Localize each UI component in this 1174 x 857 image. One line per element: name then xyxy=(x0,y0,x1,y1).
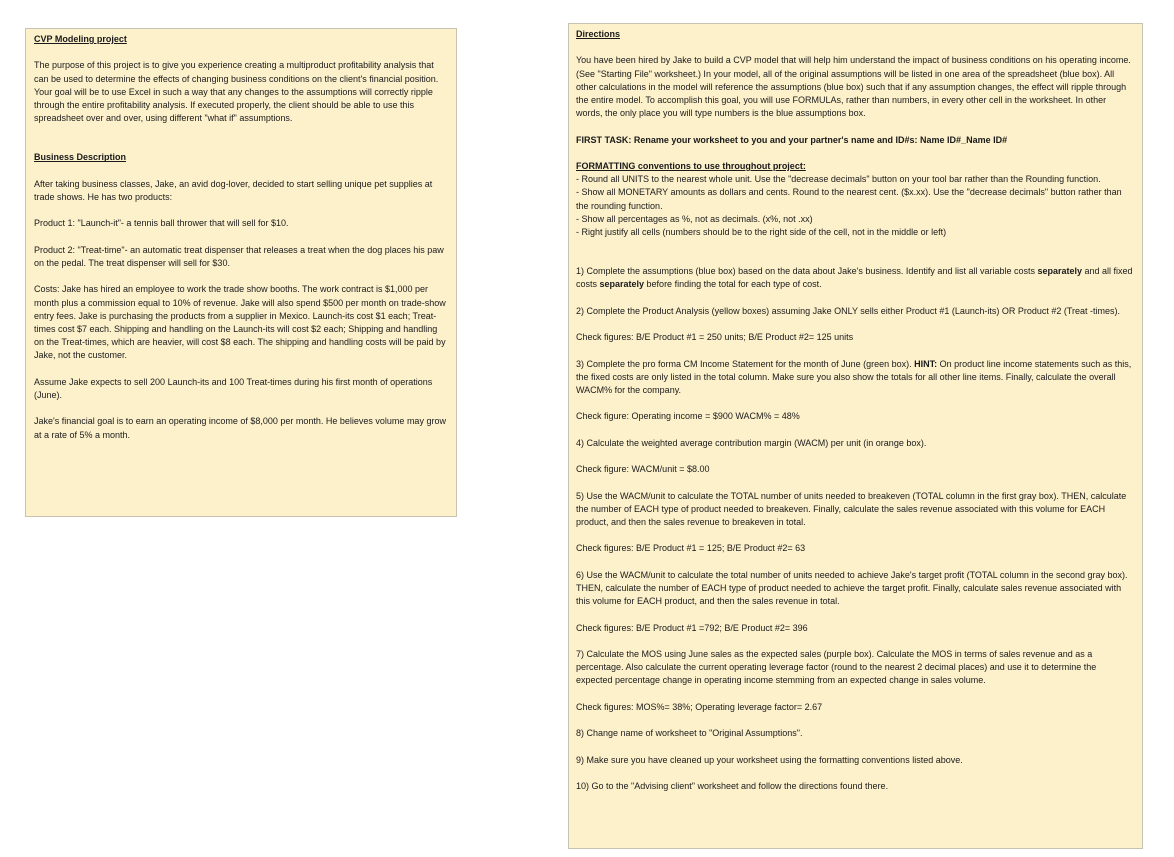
sales-assumption-paragraph: Assume Jake expects to sell 200 Launch-its and 100 Treat-times during his first month of operations (June). xyxy=(34,376,433,400)
product-1-paragraph: Product 1: "Launch-it"- a tennis ball thrower that will sell for $10. xyxy=(34,218,289,229)
directions-title: Directions xyxy=(576,29,621,39)
project-description-panel xyxy=(25,28,457,517)
financial-goal-paragraph: Jake's financial goal is to earn an operating income of $8,000 per month. He believes volume may grow at a rate of 5% a month. xyxy=(34,416,446,440)
step-6: 6) Use the WACM/unit to calculate the total number of units needed to achieve Jake's target profit (TOTAL column in the second gray box). THEN, calculate the number of EACH type of product needed to achieve the target profit. Finally, calculate sales revenue associated with this volume for EACH product, and then the sales revenue in total. xyxy=(576,569,1128,607)
directions-panel xyxy=(568,23,1143,849)
formatting-rule: - Show all percentages as %, not as decimals. (x%, not .xx) xyxy=(576,213,813,224)
purpose-paragraph: The purpose of this project is to give you experience creating a multiproduct profitability analysis that can be used to determine the effects of changing business conditions on the client's financial position. Your goal will be to use Excel in such a way that any changes to the assumptions will correctly ripple through the entire profitability analysis. If executed properly, the client should be able to use this spreadsheet over and over, using different "what if" assumptions. xyxy=(34,60,439,124)
directions-intro: You have been hired by Jake to build a CVP model that will help him understand the impact of business conditions on his operating income. (See "Starting File" worksheet.) In your model, all of the original assumptions will be listed in one area of the spreadsheet (blue box). All other calculations in the model will reference the assumptions (blue box) such that if any assumption changes, the effect will ripple through the entire model. To accomplish this goal, you will use FORMULAs, rather than numbers, in every other cell in the worksheet. In other words, the only place you will type numbers is the blue assumptions box. xyxy=(576,55,1131,119)
project-title: CVP Modeling project xyxy=(34,34,127,44)
check-figures-3: Check figure: WACM/unit = $8.00 xyxy=(576,464,710,475)
step-8: 8) Change name of worksheet to "Original Assumptions". xyxy=(576,728,803,739)
check-figures-5: Check figures: B/E Product #1 =792; B/E Product #2= 396 xyxy=(576,622,808,633)
check-figures-6: Check figures: MOS%= 38%; Operating leverage factor= 2.67 xyxy=(576,701,823,712)
check-figures-4: Check figures: B/E Product #1 = 125; B/E Product #2= 63 xyxy=(576,543,806,554)
formatting-rule: - Right justify all cells (numbers should be to the right side of the cell, not in the middle or left) xyxy=(576,227,947,237)
step-4: 4) Calculate the weighted average contribution margin (WACM) per unit (in orange box). xyxy=(576,437,927,448)
product-2-paragraph: Product 2: "Treat-time"- an automatic treat dispenser that releases a treat when the dog places his paw on the pedal. The treat dispenser will sell for $30. xyxy=(34,244,444,268)
formatting-rule: - Show all MONETARY amounts as dollars and cents. Round to the nearest cent. ($x.xx). Use the "decrease decimals" button rather than the rounding function. xyxy=(576,187,1122,211)
step-2: 2) Complete the Product Analysis (yellow boxes) assuming Jake ONLY sells either Product #1 (Launch-its) OR Product #2 (Treat -times). xyxy=(576,305,1121,316)
step-1: 1) Complete the assumptions (blue box) based on the data about Jake's business. Identify and list all variable costs separately and all fixed costs separately before finding the total for each type of cost. xyxy=(576,266,1133,290)
business-intro-paragraph: After taking business classes, Jake, an avid dog-lover, decided to start selling unique pet supplies at trade shows. He has two products: xyxy=(34,178,433,202)
check-figures-1: Check figures: B/E Product #1 = 250 units; B/E Product #2= 125 units xyxy=(576,332,854,343)
step-5: 5) Use the WACM/unit to calculate the TOTAL number of units needed to breakeven (TOTAL column in the first gray box). THEN, calculate the number of EACH type of product needed to breakeven. Finally, calculate the sales revenue associated with this volume for EACH product, and then the sales revenue to breakeven in total. xyxy=(576,490,1127,527)
formatting-heading: FORMATTING conventions to use throughout project: xyxy=(576,160,806,171)
check-figures-2: Check figure: Operating income = $900 WACM% = 48% xyxy=(576,411,800,422)
first-task: FIRST TASK: Rename your worksheet to you and your partner's name and ID#s: Name ID#_Name ID# xyxy=(576,134,1008,145)
step-9: 9) Make sure you have cleaned up your worksheet using the formatting conventions listed above. xyxy=(576,754,963,765)
formatting-rule: - Round all UNITS to the nearest whole unit. Use the "decrease decimals" button on your tool bar rather than the Rounding function. xyxy=(576,174,1101,185)
business-description-heading: Business Description xyxy=(34,152,127,163)
step-3: 3) Complete the pro forma CM Income Statement for the month of June (green box). HINT: On product line income statements such as this, the fixed costs are only listed in the total column. Make sure you also show the totals for all other line items. Finally, calculate the overall WACM% for the company. xyxy=(576,358,1132,395)
costs-paragraph: Costs: Jake has hired an employee to work the trade show booths. The work contract is $1,000 per month plus a commission equal to 10% of revenue. Jake will also spend $500 per month on trade-show entry fees. Jake is purchasing the products from a supplier in Mexico. Launch-its cost $1 each; Treat-times cost $7 each. Shipping and handling on the Launch-its will cost $2 each; Shipping and handling on the Treat-times, which are heavier, will cost $8 each. The shipping and handling costs will be paid by Jake, not the customer. xyxy=(34,284,446,361)
step-10: 10) Go to the "Advising client" worksheet and follow the directions found there. xyxy=(576,780,889,791)
step-7: 7) Calculate the MOS using June sales as the expected sales (purple box). Calculate the MOS in terms of sales revenue and as a percentage. Also calculate the current operating leverage factor (round to the nearest 2 decimal places) and use it to determine the expected percentage change in operating income stemming from an expected change in sales volume. xyxy=(576,648,1097,686)
